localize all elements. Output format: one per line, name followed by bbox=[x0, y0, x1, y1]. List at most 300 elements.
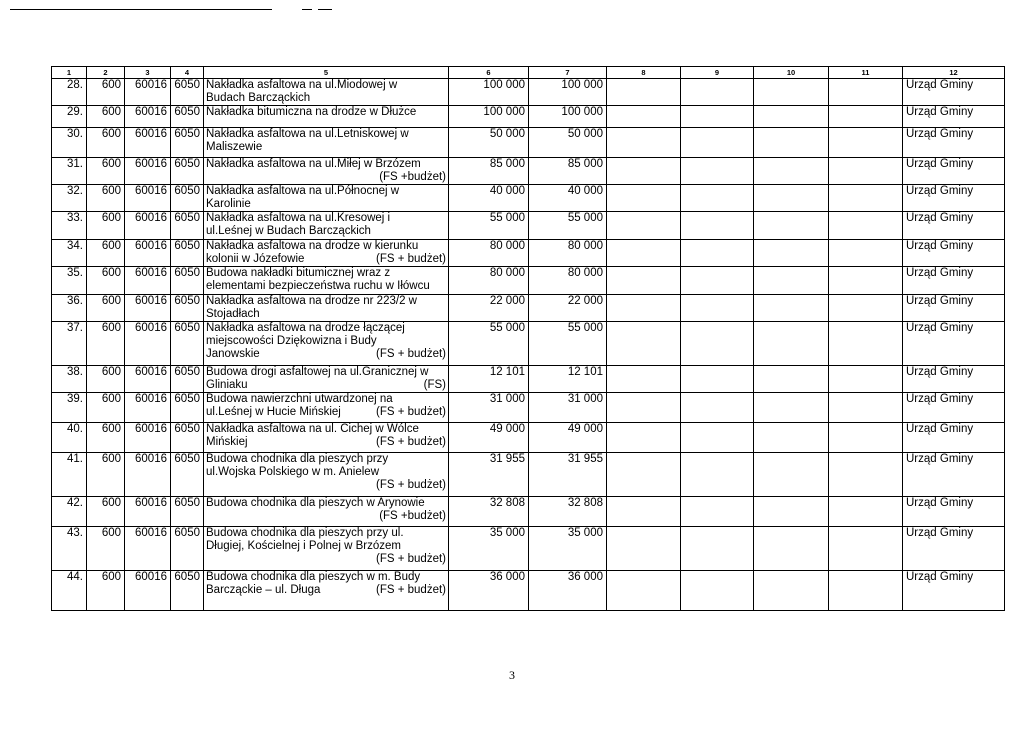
description-text: Maliszewie bbox=[206, 141, 263, 153]
description-cell bbox=[204, 79, 449, 106]
budget-table bbox=[51, 66, 1005, 611]
description-text: Nakładka asfaltowa na ul.Letniskowej w bbox=[206, 128, 409, 140]
empty-cell bbox=[829, 185, 903, 212]
dzial-cell: 600 bbox=[87, 366, 125, 393]
empty-cell bbox=[829, 393, 903, 423]
description-text: Nakładka asfaltowa na ul.Miłej w Brzózem bbox=[206, 158, 421, 170]
empty-cell bbox=[681, 158, 754, 185]
description-line bbox=[206, 158, 446, 171]
description-text: Budach Barcząckich bbox=[206, 92, 311, 104]
top-rule-dash bbox=[318, 9, 332, 10]
description-text: Nakładka bitumiczna na drodze w Dłużce bbox=[206, 106, 417, 118]
description-line bbox=[206, 366, 446, 379]
row-number-cell: 40. bbox=[52, 423, 87, 453]
amount-cell: 100 000 bbox=[449, 79, 529, 106]
amount-cell: 100 000 bbox=[449, 106, 529, 128]
description-text: elementami bezpieczeństwa ruchu w Iłówcu bbox=[206, 280, 430, 292]
description-line bbox=[206, 497, 446, 510]
column-number: 10 bbox=[754, 67, 829, 79]
unit-cell: Urząd Gminy bbox=[903, 106, 1005, 128]
empty-cell bbox=[754, 571, 829, 611]
description-text: Nakładka asfaltowa na ul.Kresowej i bbox=[206, 212, 391, 224]
unit-cell: Urząd Gminy bbox=[903, 571, 1005, 611]
description-line bbox=[206, 348, 446, 361]
description-line bbox=[206, 406, 446, 419]
empty-cell bbox=[829, 497, 903, 527]
description-text: Nakładka asfaltowa na drodze nr 223/2 w bbox=[206, 295, 417, 307]
table-row bbox=[52, 527, 1005, 571]
empty-cell bbox=[829, 128, 903, 158]
empty-cell bbox=[607, 393, 681, 423]
amount-cell: 85 000 bbox=[449, 158, 529, 185]
amount-cell: 100 000 bbox=[529, 106, 607, 128]
empty-cell bbox=[607, 571, 681, 611]
description-line bbox=[206, 92, 446, 105]
dzial-cell: 600 bbox=[87, 79, 125, 106]
empty-cell bbox=[829, 106, 903, 128]
rozdzial-cell: 60016 bbox=[125, 366, 171, 393]
dzial-cell: 600 bbox=[87, 393, 125, 423]
empty-cell bbox=[754, 366, 829, 393]
empty-cell bbox=[681, 393, 754, 423]
empty-cell bbox=[829, 453, 903, 497]
empty-cell bbox=[681, 453, 754, 497]
amount-cell: 22 000 bbox=[449, 295, 529, 322]
description-line bbox=[206, 322, 446, 335]
description-line bbox=[206, 553, 446, 566]
table-row bbox=[52, 158, 1005, 185]
table-row bbox=[52, 423, 1005, 453]
empty-cell bbox=[754, 295, 829, 322]
empty-cell bbox=[829, 295, 903, 322]
description-text: Budowa chodnika dla pieszych przy bbox=[206, 453, 389, 465]
description-line bbox=[206, 79, 446, 92]
empty-cell bbox=[754, 158, 829, 185]
row-number-cell: 28. bbox=[52, 79, 87, 106]
empty-cell bbox=[607, 322, 681, 366]
description-cell bbox=[204, 497, 449, 527]
description-text: Mińskiej bbox=[206, 436, 248, 448]
empty-cell bbox=[681, 240, 754, 267]
empty-cell bbox=[829, 79, 903, 106]
row-number-cell: 35. bbox=[52, 267, 87, 295]
amount-cell: 31 955 bbox=[449, 453, 529, 497]
empty-cell bbox=[607, 453, 681, 497]
column-number: 11 bbox=[829, 67, 903, 79]
amount-cell: 80 000 bbox=[529, 267, 607, 295]
dzial-cell: 600 bbox=[87, 185, 125, 212]
table-row bbox=[52, 393, 1005, 423]
row-number-cell: 36. bbox=[52, 295, 87, 322]
dzial-cell: 600 bbox=[87, 106, 125, 128]
paragraf-cell: 6050 bbox=[171, 527, 204, 571]
empty-cell bbox=[681, 366, 754, 393]
empty-cell bbox=[754, 212, 829, 240]
amount-cell: 40 000 bbox=[449, 185, 529, 212]
amount-cell: 31 955 bbox=[529, 453, 607, 497]
description-text: Budowa nakładki bitumicznej wraz z bbox=[206, 267, 391, 279]
dzial-cell: 600 bbox=[87, 128, 125, 158]
column-number: 3 bbox=[125, 67, 171, 79]
empty-cell bbox=[681, 212, 754, 240]
unit-cell: Urząd Gminy bbox=[903, 128, 1005, 158]
amount-cell: 32 808 bbox=[529, 497, 607, 527]
column-number: 9 bbox=[681, 67, 754, 79]
paragraf-cell: 6050 bbox=[171, 106, 204, 128]
unit-cell: Urząd Gminy bbox=[903, 322, 1005, 366]
description-line bbox=[206, 198, 446, 211]
table-row bbox=[52, 106, 1005, 128]
row-number-cell: 38. bbox=[52, 366, 87, 393]
amount-cell: 80 000 bbox=[449, 240, 529, 267]
description-text: Nakładka asfaltowa na drodze w kierunku bbox=[206, 240, 419, 252]
unit-cell: Urząd Gminy bbox=[903, 79, 1005, 106]
funding-note: (FS) bbox=[423, 379, 446, 391]
description-text: Budowa drogi asfaltowej na ul.Granicznej w bbox=[206, 366, 429, 378]
unit-cell: Urząd Gminy bbox=[903, 185, 1005, 212]
empty-cell bbox=[754, 106, 829, 128]
description-line bbox=[206, 379, 446, 392]
funding-note: (FS +budżet) bbox=[379, 510, 446, 522]
table-row bbox=[52, 240, 1005, 267]
empty-cell bbox=[607, 212, 681, 240]
amount-cell: 36 000 bbox=[449, 571, 529, 611]
description-line bbox=[206, 453, 446, 466]
dzial-cell: 600 bbox=[87, 295, 125, 322]
amount-cell: 31 000 bbox=[529, 393, 607, 423]
description-line bbox=[206, 423, 446, 436]
dzial-cell: 600 bbox=[87, 267, 125, 295]
top-rule bbox=[10, 9, 272, 10]
empty-cell bbox=[754, 128, 829, 158]
unit-cell: Urząd Gminy bbox=[903, 212, 1005, 240]
empty-cell bbox=[681, 295, 754, 322]
amount-cell: 35 000 bbox=[529, 527, 607, 571]
empty-cell bbox=[607, 267, 681, 295]
paragraf-cell: 6050 bbox=[171, 366, 204, 393]
amount-cell: 32 808 bbox=[449, 497, 529, 527]
rozdzial-cell: 60016 bbox=[125, 158, 171, 185]
empty-cell bbox=[681, 185, 754, 212]
description-text: Nakładka asfaltowa na drodze łączącej bbox=[206, 322, 405, 334]
paragraf-cell: 6050 bbox=[171, 79, 204, 106]
row-number-cell: 34. bbox=[52, 240, 87, 267]
row-number-cell: 43. bbox=[52, 527, 87, 571]
empty-cell bbox=[754, 79, 829, 106]
paragraf-cell: 6050 bbox=[171, 240, 204, 267]
row-number-cell: 37. bbox=[52, 322, 87, 366]
page-number: 3 bbox=[509, 668, 515, 682]
description-line bbox=[206, 106, 446, 119]
dzial-cell: 600 bbox=[87, 423, 125, 453]
dzial-cell: 600 bbox=[87, 322, 125, 366]
empty-cell bbox=[607, 158, 681, 185]
description-text: Stojadłach bbox=[206, 308, 260, 320]
dzial-cell: 600 bbox=[87, 212, 125, 240]
dzial-cell: 600 bbox=[87, 571, 125, 611]
unit-cell: Urząd Gminy bbox=[903, 295, 1005, 322]
description-text: Karolinie bbox=[206, 198, 251, 210]
table-row bbox=[52, 212, 1005, 240]
empty-cell bbox=[754, 185, 829, 212]
description-cell bbox=[204, 240, 449, 267]
amount-cell: 12 101 bbox=[449, 366, 529, 393]
description-line bbox=[206, 240, 446, 253]
description-cell bbox=[204, 295, 449, 322]
description-cell bbox=[204, 185, 449, 212]
column-number: 1 bbox=[52, 67, 87, 79]
row-number-cell: 39. bbox=[52, 393, 87, 423]
column-number: 12 bbox=[903, 67, 1005, 79]
paragraf-cell: 6050 bbox=[171, 295, 204, 322]
empty-cell bbox=[607, 185, 681, 212]
empty-cell bbox=[681, 267, 754, 295]
rozdzial-cell: 60016 bbox=[125, 185, 171, 212]
table-row bbox=[52, 295, 1005, 322]
table-row bbox=[52, 267, 1005, 295]
row-number-cell: 44. bbox=[52, 571, 87, 611]
empty-cell bbox=[754, 393, 829, 423]
description-text: Janowskie bbox=[206, 348, 260, 360]
paragraf-cell: 6050 bbox=[171, 497, 204, 527]
description-cell bbox=[204, 128, 449, 158]
row-number-cell: 29. bbox=[52, 106, 87, 128]
rozdzial-cell: 60016 bbox=[125, 497, 171, 527]
amount-cell: 50 000 bbox=[449, 128, 529, 158]
description-line bbox=[206, 128, 446, 141]
table-row bbox=[52, 497, 1005, 527]
rozdzial-cell: 60016 bbox=[125, 267, 171, 295]
amount-cell: 49 000 bbox=[529, 423, 607, 453]
empty-cell bbox=[754, 453, 829, 497]
empty-cell bbox=[607, 79, 681, 106]
description-line bbox=[206, 225, 446, 238]
unit-cell: Urząd Gminy bbox=[903, 393, 1005, 423]
description-line bbox=[206, 540, 446, 553]
description-cell bbox=[204, 571, 449, 611]
funding-note: (FS + budżet) bbox=[376, 348, 446, 360]
description-cell bbox=[204, 527, 449, 571]
rozdzial-cell: 60016 bbox=[125, 571, 171, 611]
unit-cell: Urząd Gminy bbox=[903, 158, 1005, 185]
description-text: Budowa chodnika dla pieszych w m. Budy bbox=[206, 571, 421, 583]
description-text: Gliniaku bbox=[206, 379, 248, 391]
empty-cell bbox=[829, 158, 903, 185]
empty-cell bbox=[681, 527, 754, 571]
amount-cell: 22 000 bbox=[529, 295, 607, 322]
table-row bbox=[52, 453, 1005, 497]
column-number: 4 bbox=[171, 67, 204, 79]
row-number-cell: 42. bbox=[52, 497, 87, 527]
column-number-row bbox=[52, 67, 1005, 79]
description-line bbox=[206, 141, 446, 154]
column-number: 2 bbox=[87, 67, 125, 79]
row-number-cell: 30. bbox=[52, 128, 87, 158]
funding-note: (FS + budżet) bbox=[376, 253, 446, 265]
amount-cell: 80 000 bbox=[449, 267, 529, 295]
description-text: ul.Leśnej w Hucie Mińskiej bbox=[206, 406, 341, 418]
description-line bbox=[206, 171, 446, 184]
column-number: 8 bbox=[607, 67, 681, 79]
empty-cell bbox=[607, 106, 681, 128]
empty-cell bbox=[607, 240, 681, 267]
funding-note: (FS + budżet) bbox=[376, 406, 446, 418]
unit-cell: Urząd Gminy bbox=[903, 267, 1005, 295]
empty-cell bbox=[829, 527, 903, 571]
description-cell bbox=[204, 322, 449, 366]
amount-cell: 55 000 bbox=[449, 212, 529, 240]
amount-cell: 55 000 bbox=[529, 212, 607, 240]
amount-cell: 36 000 bbox=[529, 571, 607, 611]
description-line bbox=[206, 335, 446, 348]
description-cell bbox=[204, 393, 449, 423]
unit-cell: Urząd Gminy bbox=[903, 497, 1005, 527]
amount-cell: 50 000 bbox=[529, 128, 607, 158]
table-row bbox=[52, 185, 1005, 212]
paragraf-cell: 6050 bbox=[171, 128, 204, 158]
description-line bbox=[206, 280, 446, 293]
amount-cell: 35 000 bbox=[449, 527, 529, 571]
description-line bbox=[206, 436, 446, 449]
paragraf-cell: 6050 bbox=[171, 267, 204, 295]
amount-cell: 40 000 bbox=[529, 185, 607, 212]
dzial-cell: 600 bbox=[87, 497, 125, 527]
empty-cell bbox=[754, 527, 829, 571]
dzial-cell: 600 bbox=[87, 527, 125, 571]
empty-cell bbox=[754, 423, 829, 453]
empty-cell bbox=[829, 366, 903, 393]
description-text: kolonii w Józefowie bbox=[206, 253, 305, 265]
description-line bbox=[206, 185, 446, 198]
paragraf-cell: 6050 bbox=[171, 571, 204, 611]
description-text: ul.Wojska Polskiego w m. Anielew bbox=[206, 466, 379, 478]
description-text: miejscowości Dziękowizna i Budy bbox=[206, 335, 377, 347]
empty-cell bbox=[754, 267, 829, 295]
description-line bbox=[206, 253, 446, 266]
description-line bbox=[206, 393, 446, 406]
unit-cell: Urząd Gminy bbox=[903, 240, 1005, 267]
description-line bbox=[206, 479, 446, 492]
empty-cell bbox=[607, 423, 681, 453]
empty-cell bbox=[681, 322, 754, 366]
empty-cell bbox=[754, 322, 829, 366]
funding-note: (FS + budżet) bbox=[376, 553, 446, 565]
column-number: 6 bbox=[449, 67, 529, 79]
empty-cell bbox=[754, 497, 829, 527]
description-cell bbox=[204, 267, 449, 295]
description-line bbox=[206, 510, 446, 523]
row-number-cell: 31. bbox=[52, 158, 87, 185]
row-number-cell: 33. bbox=[52, 212, 87, 240]
description-text: Nakładka asfaltowa na ul.Północnej w bbox=[206, 185, 400, 197]
amount-cell: 85 000 bbox=[529, 158, 607, 185]
amount-cell: 80 000 bbox=[529, 240, 607, 267]
amount-cell: 55 000 bbox=[529, 322, 607, 366]
description-text: Nakładka asfaltowa na ul. Cichej w Wólce bbox=[206, 423, 419, 435]
rozdzial-cell: 60016 bbox=[125, 527, 171, 571]
empty-cell bbox=[829, 322, 903, 366]
description-line bbox=[206, 212, 446, 225]
empty-cell bbox=[607, 128, 681, 158]
description-line bbox=[206, 584, 446, 597]
empty-cell bbox=[829, 571, 903, 611]
description-line bbox=[206, 527, 446, 540]
funding-note: (FS + budżet) bbox=[376, 436, 446, 448]
rozdzial-cell: 60016 bbox=[125, 423, 171, 453]
top-rule-dash bbox=[302, 9, 312, 10]
empty-cell bbox=[681, 497, 754, 527]
table-row bbox=[52, 322, 1005, 366]
description-line bbox=[206, 466, 446, 479]
empty-cell bbox=[829, 212, 903, 240]
funding-note: (FS +budżet) bbox=[379, 171, 446, 183]
paragraf-cell: 6050 bbox=[171, 158, 204, 185]
paragraf-cell: 6050 bbox=[171, 185, 204, 212]
row-number-cell: 41. bbox=[52, 453, 87, 497]
column-number: 5 bbox=[204, 67, 449, 79]
rozdzial-cell: 60016 bbox=[125, 212, 171, 240]
description-cell bbox=[204, 212, 449, 240]
description-text: ul.Leśnej w Budach Barcząckich bbox=[206, 225, 371, 237]
empty-cell bbox=[829, 423, 903, 453]
empty-cell bbox=[681, 106, 754, 128]
description-line bbox=[206, 295, 446, 308]
table-row bbox=[52, 366, 1005, 393]
paragraf-cell: 6050 bbox=[171, 212, 204, 240]
description-cell bbox=[204, 158, 449, 185]
table-row bbox=[52, 571, 1005, 611]
description-text: Budowa chodnika dla pieszych przy ul. bbox=[206, 527, 404, 539]
dzial-cell: 600 bbox=[87, 453, 125, 497]
empty-cell bbox=[829, 240, 903, 267]
amount-cell: 49 000 bbox=[449, 423, 529, 453]
table-row bbox=[52, 79, 1005, 106]
empty-cell bbox=[681, 423, 754, 453]
rozdzial-cell: 60016 bbox=[125, 322, 171, 366]
unit-cell: Urząd Gminy bbox=[903, 423, 1005, 453]
rozdzial-cell: 60016 bbox=[125, 295, 171, 322]
amount-cell: 31 000 bbox=[449, 393, 529, 423]
unit-cell: Urząd Gminy bbox=[903, 527, 1005, 571]
rozdzial-cell: 60016 bbox=[125, 79, 171, 106]
description-cell bbox=[204, 453, 449, 497]
description-cell bbox=[204, 366, 449, 393]
description-text: Budowa nawierzchni utwardzonej na bbox=[206, 393, 393, 405]
empty-cell bbox=[607, 295, 681, 322]
table-row bbox=[52, 128, 1005, 158]
rozdzial-cell: 60016 bbox=[125, 106, 171, 128]
description-text: Budowa chodnika dla pieszych w Arynowie bbox=[206, 497, 425, 509]
amount-cell: 55 000 bbox=[449, 322, 529, 366]
funding-note: (FS + budżet) bbox=[376, 479, 446, 491]
rozdzial-cell: 60016 bbox=[125, 453, 171, 497]
paragraf-cell: 6050 bbox=[171, 423, 204, 453]
empty-cell bbox=[607, 497, 681, 527]
description-line bbox=[206, 267, 446, 280]
dzial-cell: 600 bbox=[87, 240, 125, 267]
paragraf-cell: 6050 bbox=[171, 322, 204, 366]
rozdzial-cell: 60016 bbox=[125, 128, 171, 158]
empty-cell bbox=[607, 366, 681, 393]
dzial-cell: 600 bbox=[87, 158, 125, 185]
unit-cell: Urząd Gminy bbox=[903, 453, 1005, 497]
amount-cell: 100 000 bbox=[529, 79, 607, 106]
empty-cell bbox=[681, 571, 754, 611]
column-number: 7 bbox=[529, 67, 607, 79]
amount-cell: 12 101 bbox=[529, 366, 607, 393]
empty-cell bbox=[754, 240, 829, 267]
paragraf-cell: 6050 bbox=[171, 393, 204, 423]
